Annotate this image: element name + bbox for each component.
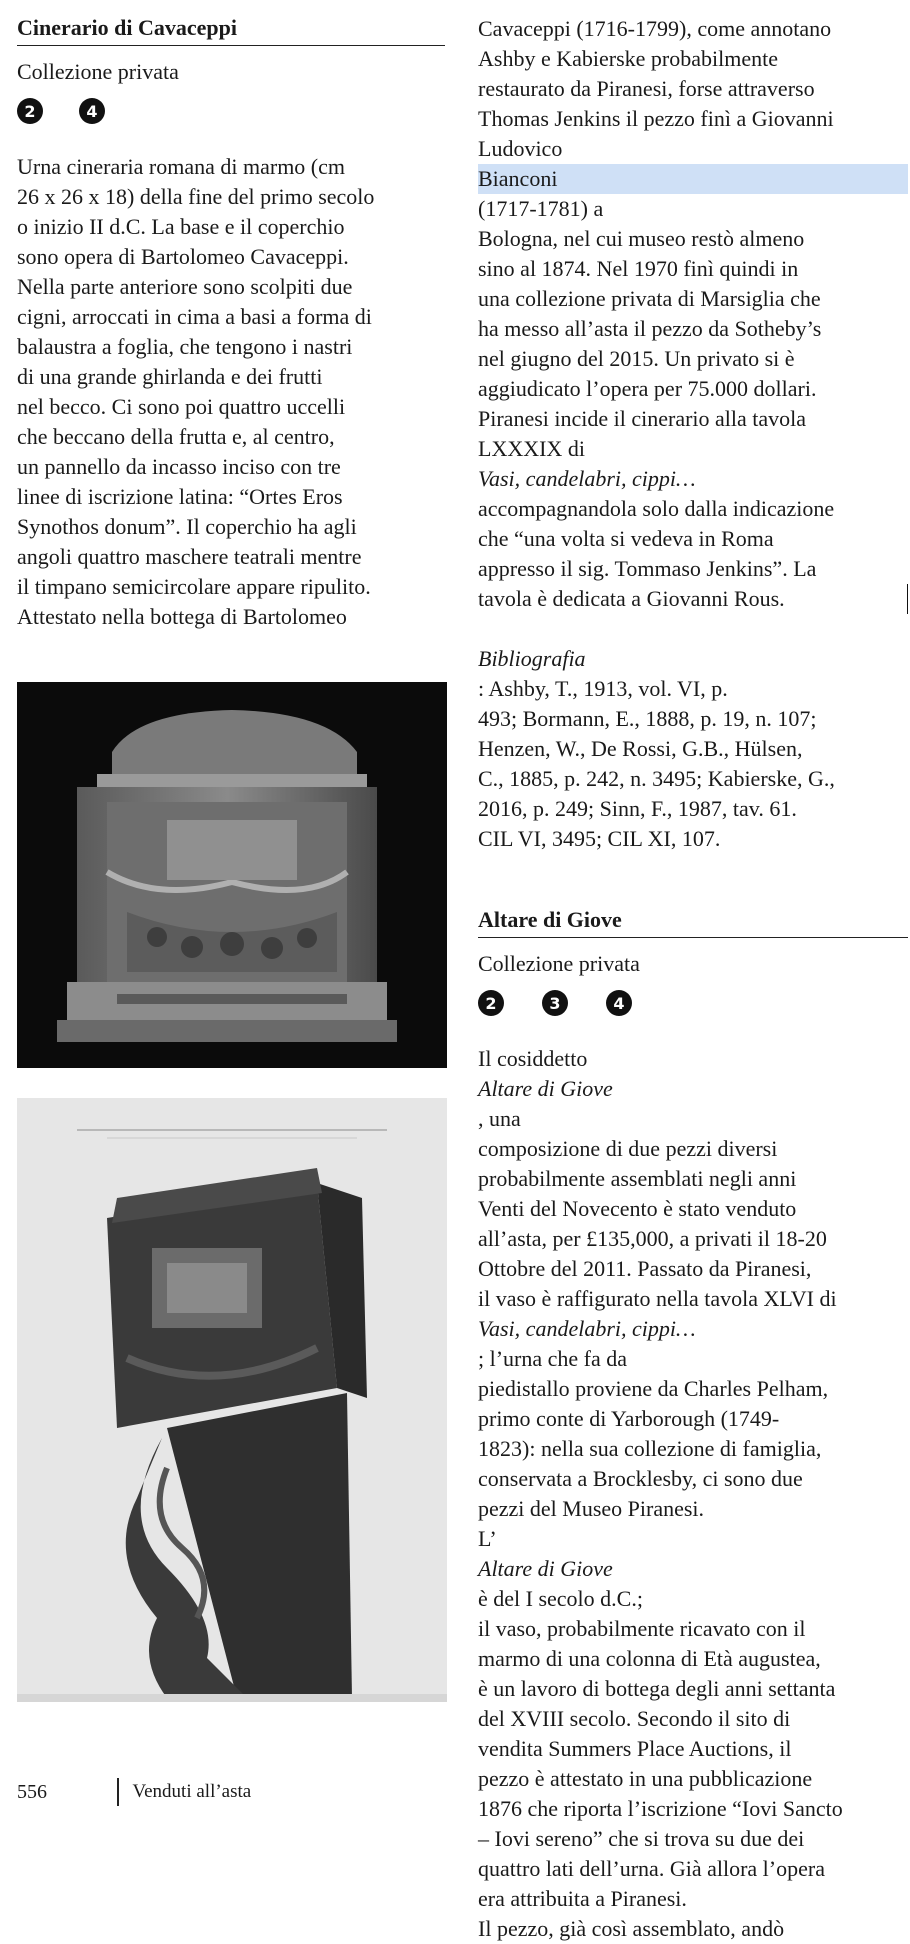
badge-icon-2: 2 bbox=[478, 990, 504, 1016]
text-line: appresso il sig. Tommaso Jenkins”. La bbox=[478, 556, 817, 581]
text-line: Venti del Novecento è stato venduto bbox=[478, 1196, 797, 1221]
text-line: di una grande ghirlanda e dei frutti bbox=[17, 364, 323, 389]
footer-divider bbox=[117, 1778, 119, 1806]
entry-subtitle-altare: Collezione privata bbox=[478, 951, 640, 976]
text-fragment: Il cosiddetto bbox=[478, 1046, 588, 1071]
text-line: composizione di due pezzi diversi bbox=[478, 1136, 778, 1161]
text-line bbox=[478, 434, 908, 494]
text-line: del XVIII secolo. Secondo il sito di bbox=[478, 1706, 791, 1731]
text-line: Synothos donum”. Il coperchio ha agli bbox=[17, 514, 357, 539]
badge-icon-4: 4 bbox=[79, 98, 105, 124]
text-fragment: L’ bbox=[478, 1526, 497, 1551]
entry-title-cinerario: Cinerario di Cavaceppi bbox=[17, 14, 445, 46]
text-line: pezzi del Museo Piranesi. bbox=[478, 1496, 705, 1521]
text-line: Piranesi incide il cinerario alla tavola bbox=[478, 406, 807, 431]
text-line: conservata a Brocklesby, ci sono due bbox=[478, 1466, 803, 1491]
text-line bbox=[478, 1314, 908, 1374]
text-line bbox=[478, 134, 908, 224]
text-line: 2016, p. 249; Sinn, F., 1987, tav. 61. bbox=[478, 796, 797, 821]
italic-title: Vasi, candelabri, cippi… bbox=[478, 466, 696, 491]
section-name: Venduti all’asta bbox=[132, 1781, 252, 1802]
text-line: piedistallo proviene da Charles Pelham, bbox=[478, 1376, 829, 1401]
text-fragment: : Ashby, T., 1913, vol. VI, p. bbox=[478, 676, 728, 701]
text-line: – Iovi sereno” che si trova su due dei bbox=[478, 1826, 805, 1851]
badge-icon-2: 2 bbox=[17, 98, 43, 124]
text-line: Henzen, W., De Rossi, G.B., Hülsen, bbox=[478, 736, 803, 761]
text-line: Ashby e Kabierske probabilmente bbox=[478, 46, 778, 71]
text-line: il timpano semicircolare appare ripulito. bbox=[17, 574, 371, 599]
text-line: sino al 1874. Nel 1970 finì quindi in bbox=[478, 256, 799, 281]
text-line: angoli quattro maschere teatrali mentre bbox=[17, 544, 362, 569]
text-line: probabilmente assemblati negli anni bbox=[478, 1166, 797, 1191]
text-line: un pannello da incasso inciso con tre bbox=[17, 454, 341, 479]
cinerary-urn-photo bbox=[17, 682, 447, 1068]
left-column bbox=[17, 14, 445, 632]
text-line: Thomas Jenkins il pezzo finì a Giovanni bbox=[478, 106, 834, 131]
badge-row-cinerario bbox=[17, 98, 445, 124]
badge-row-altare bbox=[478, 990, 908, 1016]
text-line: Ottobre del 2011. Passato da Piranesi, bbox=[478, 1256, 812, 1281]
italic-title: Vasi, candelabri, cippi… bbox=[478, 1316, 696, 1341]
text-line: è un lavoro di bottega degli anni settanta bbox=[478, 1676, 836, 1701]
text-line: nel becco. Ci sono poi quattro uccelli bbox=[17, 394, 346, 419]
text-line: 1823): nella sua collezione di famiglia, bbox=[478, 1436, 822, 1461]
text-fragment: (1717-1781) a bbox=[478, 196, 604, 221]
text-line: primo conte di Yarborough (1749- bbox=[478, 1406, 780, 1431]
text-cursor-line[interactable]: tavola è dedicata a Giovanni Rous. bbox=[478, 584, 908, 614]
text-line: Il pezzo, già così assemblato, andò bbox=[478, 1916, 785, 1941]
cinerario-description bbox=[17, 152, 445, 632]
text-fragment: è del I secolo d.C.; bbox=[478, 1586, 643, 1611]
italic-title: Altare di Giove bbox=[478, 1076, 613, 1101]
text-line: il vaso è raffigurato nella tavola XLVI di bbox=[478, 1286, 837, 1311]
altar-engraving-photo bbox=[17, 1098, 447, 1702]
right-column bbox=[478, 14, 908, 1944]
text-line: cigni, arroccati in cima a basi a forma di bbox=[17, 304, 372, 329]
text-line: 493; Bormann, E., 1888, p. 19, n. 107; bbox=[478, 706, 817, 731]
text-line: ha messo all’asta il pezzo da Sotheby’s bbox=[478, 316, 822, 341]
text-line bbox=[478, 1524, 908, 1614]
text-line: all’asta, per £135,000, a privati il 18-20 bbox=[478, 1226, 827, 1251]
cinerario-continuation bbox=[478, 14, 908, 614]
text-line bbox=[478, 584, 908, 614]
text-line: accompagnandola solo dalla indicazione bbox=[478, 496, 835, 521]
text-line: quattro lati dell’urna. Già allora l’opera bbox=[478, 1856, 825, 1881]
text-line: Nella parte anteriore sono scolpiti due bbox=[17, 274, 353, 299]
text-fragment: ; l’urna che fa da bbox=[478, 1346, 628, 1371]
entry-title-altare: Altare di Giove bbox=[478, 906, 908, 938]
text-fragment: LXXXIX di bbox=[478, 436, 585, 461]
bibliography bbox=[478, 644, 908, 854]
text-line: che beccano della frutta e, al centro, bbox=[17, 424, 335, 449]
text-line: Bologna, nel cui museo restò almeno bbox=[478, 226, 805, 251]
badge-icon-4: 4 bbox=[606, 990, 632, 1016]
text-line bbox=[478, 1044, 908, 1134]
text-line: 1876 che riporta l’iscrizione “Iovi Sancto bbox=[478, 1796, 843, 1821]
text-line: CIL VI, 3495; CIL XI, 107. bbox=[478, 826, 721, 851]
text-line: linee di iscrizione latina: “Ortes Eros bbox=[17, 484, 343, 509]
highlighted-word: Bianconi bbox=[478, 164, 908, 194]
bibliography-label: Bibliografia bbox=[478, 646, 586, 671]
text-line: sono opera di Bartolomeo Cavaceppi. bbox=[17, 244, 349, 269]
page-number: 556 bbox=[17, 1780, 47, 1803]
text-line: il vaso, probabilmente ricavato con il bbox=[478, 1616, 806, 1641]
entry-subtitle-cinerario: Collezione privata bbox=[17, 59, 179, 84]
page-footer bbox=[17, 1776, 251, 1808]
text-line: restaurato da Piranesi, forse attraverso bbox=[478, 76, 815, 101]
text-line bbox=[478, 644, 908, 704]
text-line: aggiudicato l’opera per 75.000 dollari. bbox=[478, 376, 817, 401]
text-line: nel giugno del 2015. Un privato si è bbox=[478, 346, 795, 371]
text-fragment: , una bbox=[478, 1106, 521, 1131]
text-line: C., 1885, p. 242, n. 3495; Kabierske, G., bbox=[478, 766, 835, 791]
italic-title: Altare di Giove bbox=[478, 1556, 613, 1581]
text-line: era attribuita a Piranesi. bbox=[478, 1886, 687, 1911]
altare-description bbox=[478, 1044, 908, 1944]
text-line: che “una volta si vedeva in Roma bbox=[478, 526, 774, 551]
text-line: una collezione privata di Marsiglia che bbox=[478, 286, 821, 311]
text-line: o inizio II d.C. La base e il coperchio bbox=[17, 214, 345, 239]
text-line: 26 x 26 x 18) della fine del primo secolo bbox=[17, 184, 375, 209]
text-line: balaustra a foglia, che tengono i nastri bbox=[17, 334, 353, 359]
text-line: Attestato nella bottega di Bartolomeo bbox=[17, 604, 347, 629]
badge-icon-3: 3 bbox=[542, 990, 568, 1016]
text-fragment: Ludovico bbox=[478, 136, 563, 161]
text-line: Urna cineraria romana di marmo (cm bbox=[17, 154, 346, 179]
text-line: vendita Summers Place Auctions, il bbox=[478, 1736, 792, 1761]
text-line: pezzo è attestato in una pubblicazione bbox=[478, 1766, 813, 1791]
text-line: Cavaceppi (1716-1799), come annotano bbox=[478, 16, 832, 41]
text-line: marmo di una colonna di Età augustea, bbox=[478, 1646, 821, 1671]
